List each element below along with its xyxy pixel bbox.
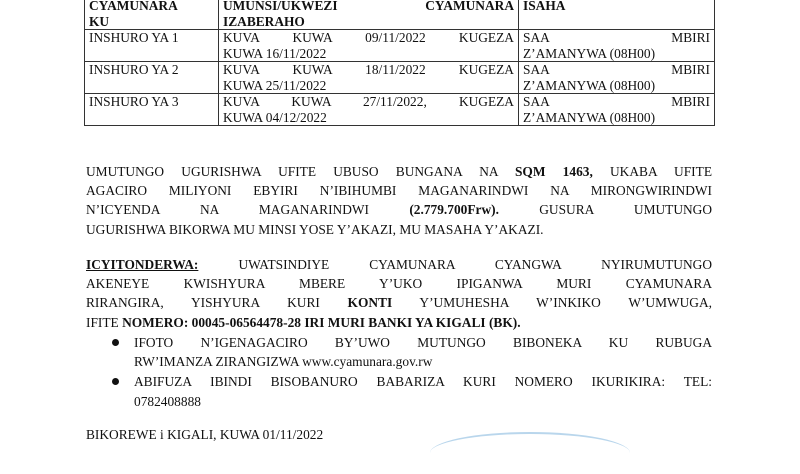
time-cell: SAA MBIRI Z’AMANYWA (08H00): [519, 30, 715, 62]
bullet-icon: [112, 378, 119, 385]
round-cell: INSHURO YA 3: [85, 94, 219, 126]
table-row: [85, 94, 715, 126]
place-date-line: BIKOREWE i KIGALI, KUWA 01/11/2022: [86, 427, 324, 442]
notice-paragraph: ICYITONDERWA: UWATSINDIYE CYAMUNARA CYANGWA NYIRUMUTUNGO AKENEYE KWISHYURA MBERE Y’UKO IPIGANWA MURI CYAMUNARA RIRANGIRA, YISHYURA KURI KONTI Y’UMUHESHA W’INKIKO W’UMWUGA, IFITE NOMERO: 00045-06564478-28 IRI MURI BANKI YA KIGALI (BK).: [86, 257, 712, 330]
property-description-paragraph: UMUTUNGO UGURISHWA UFITE UBUSO BUNGANA NA SQM 1463, UKABA UFITE AGACIRO MILIYONI EBYIRI N’IBIHUMBI MAGANARINDWI NA MIRONGWIRINDWI N’ICYENDA NA MAGANARINDWI (2.779.700Frw). GUSURA UMUTUNGO UGURISHWA BIKORWA MU MINSI YOSE Y’AKAZI, MU MASAHA Y’AKAZI.: [86, 164, 713, 237]
period-cell: KUVA KUWA 27/11/2022, KUGEZA KUWA 04/12/2022: [219, 94, 519, 126]
header-date: UMUNSI/UKWEZI CYAMUNARA IZABERAHO: [219, 0, 519, 30]
info-bullet-list: [112, 333, 712, 412]
time-cell: SAA MBIRI Z’AMANYWA (08H00): [519, 94, 715, 126]
period-cell: KUVA KUWA 18/11/2022 KUGEZA KUWA 25/11/2022: [219, 62, 519, 94]
round-cell: INSHURO YA 2: [85, 62, 219, 94]
stamp-seal: [430, 432, 630, 474]
round-cell: INSHURO YA 1: [85, 30, 219, 62]
notice-label: ICYITONDERWA:: [86, 257, 199, 272]
table-row: [85, 62, 715, 94]
table-header-row: [85, 0, 715, 30]
time-cell: SAA MBIRI Z’AMANYWA (08H00): [519, 62, 715, 94]
list-item: ABIFUZA IBINDI BISOBANURO BABARIZA KURI NOMERO IKURIKIRA: TEL: 0782408888: [112, 372, 712, 410]
header-time: ISAHA: [519, 0, 715, 30]
table-row: [85, 30, 715, 62]
period-cell: KUVA KUWA 09/11/2022 KUGEZA KUWA 16/11/2022: [219, 30, 519, 62]
bullet-icon: [112, 339, 119, 346]
list-item: IFOTO N’IGENAGACIRO BY’UWO MUTUNGO BIBONEKA KU RUBUGA RW’IMANZA ZIRANGIZWA www.cyamunara.gov.rw: [112, 333, 712, 371]
auction-schedule-table: [84, 0, 715, 126]
header-round: CYAMUNARA KU: [85, 0, 219, 30]
